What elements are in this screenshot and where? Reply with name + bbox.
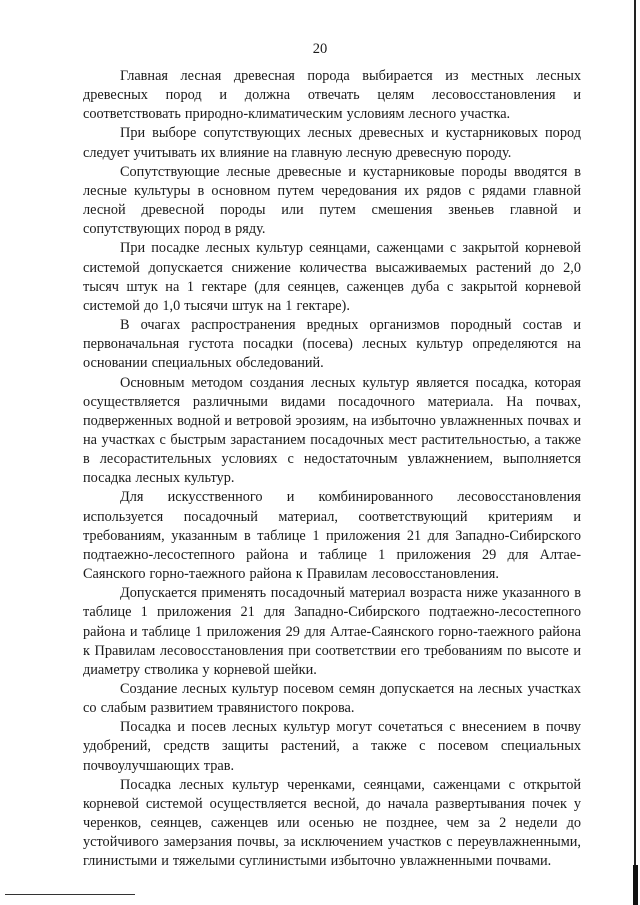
paragraph-closed-root-planting: При посадке лесных культур сеянцами, саженцами с закрытой корневой системой допускается снижение количества высаживаемых растений до 2,0 тысяч штук на 1 гектаре (для сеянцев, саженцев дуба с закрытой корневой системой до 1,0 тысячи штук на 1 гектаре).	[83, 240, 581, 314]
scan-edge-line	[634, 0, 636, 905]
paragraph-main-species: Главная лесная древесная порода выбирается из местных лесных древесных пород и должна отвечать целям лесовосстановления и соответствовать природно-климатическим условиям лесного участка.	[83, 68, 581, 123]
paragraph-companion-introduction: Сопутствующие лесные древесные и кустарниковые породы вводятся в лесные культуры в основном путем чередования их рядов с рядами главной лесной древесной породы или путем смешения звеньев главной и сопутствующих пород в ряду.	[83, 163, 581, 238]
page-number: 20	[312, 41, 328, 57]
paragraph-companion-selection: При выборе сопутствующих лесных древесных и кустарниковых пород следует учитывать их влияние на главную лесную древесную породу.	[83, 125, 581, 161]
footnote-separator-line	[5, 894, 135, 895]
paragraph-planting-season: Посадка лесных культур черенками, сеянцами, саженцами с открытой корневой системой осуществляется весной, до начала развертывания почек у черенков, сеянцев, саженцев или осенью не позднее, чем за 2 недели до устойчивого замерзания почвы, за исключением участков с переувлажненными, глинистыми и тяжелыми суглинистыми избыточно увлажненными почвами.	[83, 776, 581, 870]
paragraph-pest-foci: В очагах распространения вредных организмов породный состав и первоначальная густота посадки (посева) лесных культур определяются на основании специальных обследований.	[83, 317, 581, 372]
paragraph-fertilizers: Посадка и посев лесных культур могут сочетаться с внесением в почву удобрений, средств защиты растений, а также с посевом специальных почвоулучшающих трав.	[83, 719, 581, 774]
document-body	[83, 67, 581, 872]
paragraph-main-method: Основным методом создания лесных культур является посадка, которая осуществляется различными видами посадочного материала. На почвах, подверженных водной и ветровой эрозиям, на избыточно увлажненных почвах и на участках с быстрым зарастанием посадочных мест растительностью, а также в лесорастительных условиях с недостаточным увлажнением, выполняется посадка лесных культур.	[83, 374, 581, 487]
paragraph-seeding: Создание лесных культур посевом семян допускается на лесных участках со слабым развитием травянистого покрова.	[83, 681, 581, 717]
scan-edge-mark	[633, 865, 638, 905]
paragraph-younger-material: Допускается применять посадочный материал возраста ниже указанного в таблице 1 приложения 21 для Западно-Сибирского подтаежно-лесостепного района и таблице 1 приложения 29 для Алтае-Саянского горно-таежного района к Правилам лесовосстановления при соответствии его требованиям по высоте и диаметру стволика у корневой шейки.	[83, 585, 581, 678]
paragraph-planting-material: Для искусственного и комбинированного лесовосстановления используется посадочный материал, соответствующий критериям и требованиям, указанным в таблице 1 приложения 21 для Западно-Сибирского подтаежно-лесостепного района и таблице 1 приложения 29 для Алтае-Саянского горно-таежного района к Правилам лесовосстановления.	[83, 489, 581, 583]
